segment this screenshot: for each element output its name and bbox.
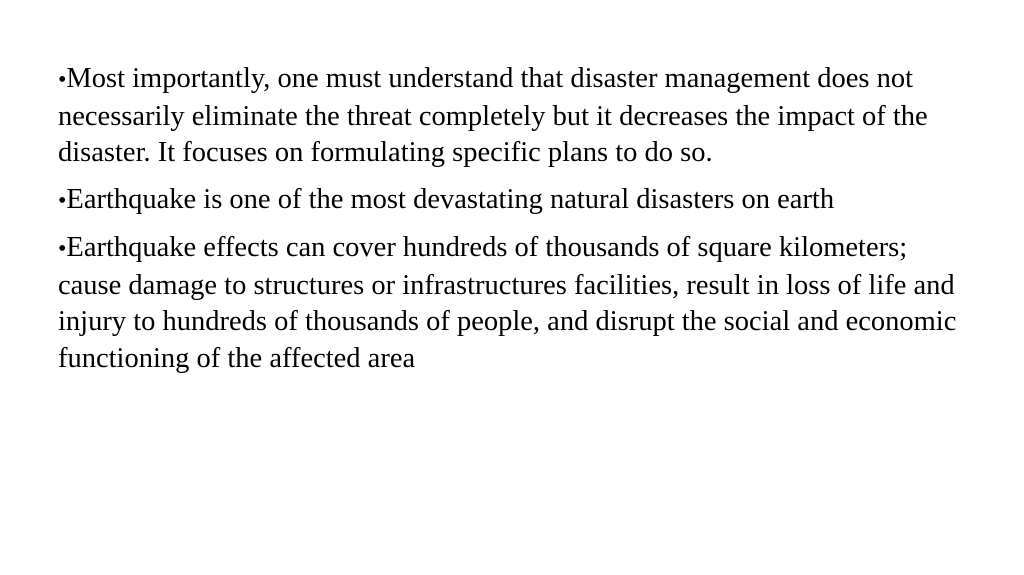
bullet-dot: • <box>58 67 67 93</box>
bullet-dot: • <box>58 235 67 262</box>
bullet-text: Earthquake is one of the most devastating natural disasters on earth <box>66 184 835 216</box>
bullet-text: Most importantly, one must understand that disaster management does not necessarily eliminate the threat completely but it decreases the impact of the disaster. It focuses on formulating specific plans to do so. <box>58 63 928 169</box>
bullet-text: Earthquake effects can cover hundreds of thousands of square kilometers; cause damage to structures or infrastructures facilities, result in loss of life and injury to hundreds of thousands of people, and disrupt the social and economic functioning of the affected area <box>58 231 957 374</box>
bullet-item-1 <box>58 61 973 172</box>
bullet-item-2 <box>58 182 973 220</box>
bullet-item-3 <box>58 230 973 378</box>
bullet-list <box>58 61 973 388</box>
bullet-dot: • <box>58 188 67 215</box>
